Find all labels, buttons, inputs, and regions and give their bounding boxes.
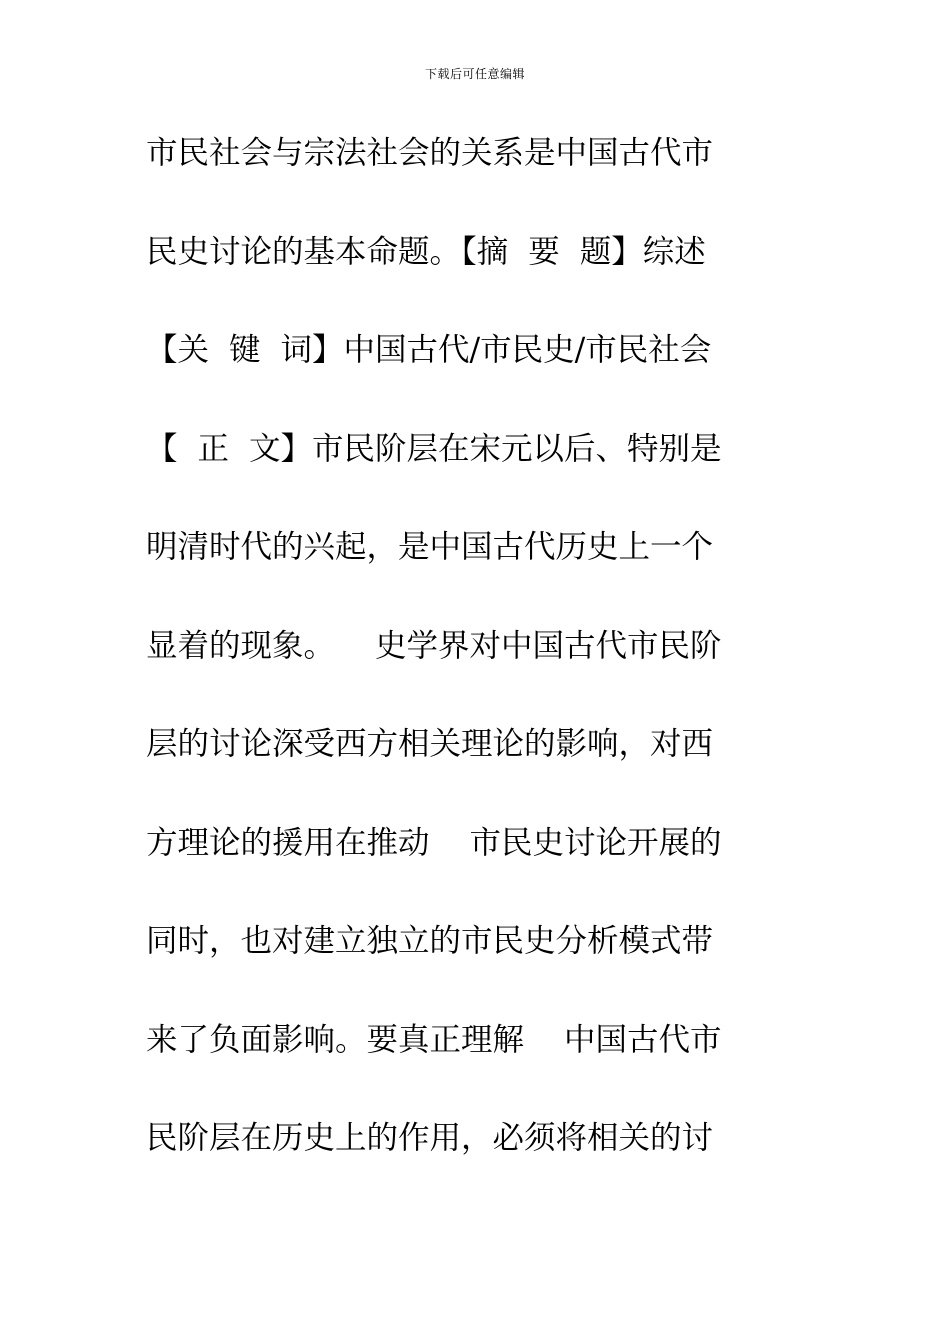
body-line-5: 明清时代的兴起，是中国古代历史上一个	[146, 529, 714, 565]
body-line-2: 民史讨论的基本命题。【摘 要 题】综述	[146, 233, 706, 270]
body-line-1: 市民社会与宗法社会的关系是中国古代市	[146, 135, 714, 171]
body-line-11: 民阶层在历史上的作用，必须将相关的讨	[146, 1120, 714, 1156]
body-line-7: 层的讨论深受西方相关理论的影响，对西	[146, 726, 714, 762]
body-line-8: 方理论的援用在推动 市民史讨论开展的	[146, 824, 722, 861]
page-header-note: 下载后可任意编辑	[424, 67, 525, 81]
body-line-10: 来了负面影响。要真正理解 中国古代市	[146, 1021, 722, 1058]
body-line-3: 【关 键 词】中国古代/市民史/市民社会	[146, 332, 712, 368]
body-line-9: 同时，也对建立独立的市民史分析模式带	[146, 923, 714, 959]
document-body	[146, 124, 786, 1208]
body-line-6: 显着的现象。 史学界对中国古代市民阶	[146, 627, 722, 664]
body-line-4: 【 正 文】市民阶层在宋元以后、特别是	[146, 430, 722, 467]
